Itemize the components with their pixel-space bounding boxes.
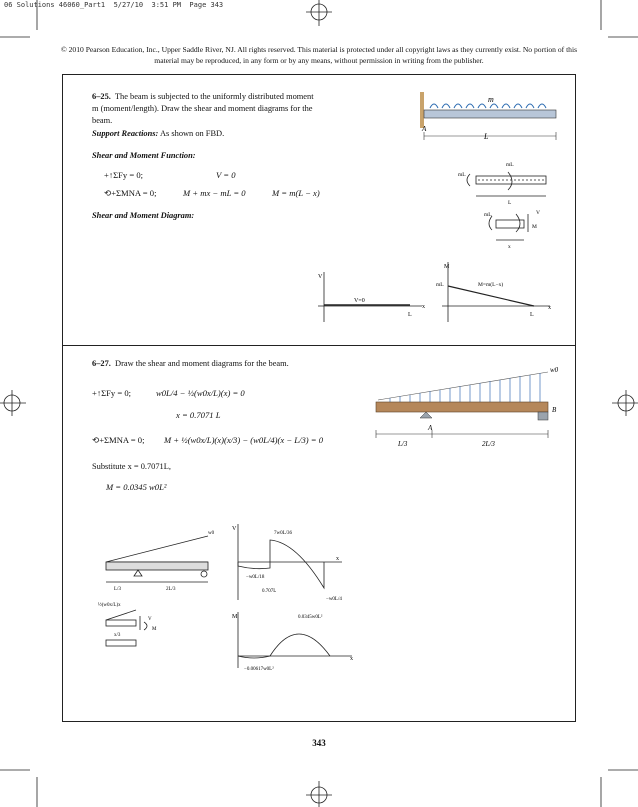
moment-label-eq: M=m(L−x) (478, 282, 504, 288)
support-label-b-627: B (552, 406, 557, 414)
moment-label-ml: mL (436, 282, 444, 288)
eq-625-1-right: V = 0 (216, 170, 236, 180)
problem-627-text: Draw the shear and moment diagrams for the beam. (115, 359, 289, 368)
page-number: 343 (312, 738, 326, 748)
substitute-line: Substitute x = 0.7071L, (92, 462, 171, 471)
fbd-sketch-625 (456, 152, 566, 252)
length-label-l: L (484, 132, 489, 141)
sketch-label-x3: x/3 (114, 633, 121, 638)
support-reactions-line (92, 128, 224, 140)
fbd-label-v: V (536, 210, 540, 216)
dim-label-l3: L/3 (398, 440, 408, 448)
shear-sketch-627 (226, 520, 356, 606)
function-heading: Shear and Moment Function: (92, 151, 196, 160)
problem-divider (62, 345, 576, 346)
shear-label-max: 7w0L/36 (274, 531, 293, 536)
moment-sketch-627 (226, 608, 366, 674)
sketch-label-v: V (148, 617, 152, 622)
problem-627-number: 6–27. (92, 359, 111, 368)
eq-625-2-mid: M + mx − mL = 0 (183, 188, 246, 198)
shear-label-zero: 0.707L (262, 589, 277, 594)
beam-figure-627 (370, 362, 570, 458)
eq-627-3-left: ⟲+ΣMNA = 0; (92, 435, 145, 445)
result-line: M = 0.0345 w0L² (106, 482, 167, 492)
copyright-notice: © 2010 Pearson Education, Inc., Upper Saddle River, NJ. All rights reserved. This material is protected under all copyright laws as they currently exist. No portion of this material may be reproduced, in any form or by any means, without permission in writing from the publisher. (60, 45, 578, 65)
support-reactions-label: Support Reactions: (92, 129, 159, 138)
moment-label-max: 0.0345w0L² (298, 615, 323, 620)
eq-625-1-left: +↑ΣFy = 0; (104, 170, 144, 180)
support-reactions-text: As shown on FBD. (159, 129, 225, 138)
fbd-label-ml-2: mL (506, 162, 514, 168)
fbd-label-x: x (508, 244, 511, 250)
fbd-label-m: M (532, 224, 537, 230)
problem-627-statement (92, 358, 289, 370)
shear-axis-x: x (422, 304, 425, 310)
moment-axis-x: x (548, 305, 551, 311)
eq-625-2-right: M = m(L − x) (272, 188, 320, 198)
print-header: 06 Solutions 46060_Part1 5/27/10 3:51 PM Page 343 (4, 1, 224, 9)
shear-axis-x-627: x (336, 556, 339, 562)
sketch-label-l3: L/3 (114, 587, 121, 592)
sketch-label-2l3: 2L/3 (166, 587, 176, 592)
shear-axis-v-627: V (232, 526, 237, 532)
eq-627-1-left: +↑ΣFy = 0; (92, 388, 132, 398)
eq-627-1-body: w0L/4 − ½(w0x/L)(x) = 0 (156, 388, 245, 398)
fbd-label-ml-3: mL (484, 212, 492, 218)
moment-label-l: L (530, 312, 534, 318)
shear-label-end: −w0L/4 (326, 597, 342, 602)
shear-label-l: L (408, 312, 412, 318)
shear-label-v0: V=0 (354, 298, 365, 304)
beam-figure-625 (420, 86, 560, 146)
fbd-label-ml: mL (458, 172, 466, 178)
load-label-m: m (488, 95, 494, 104)
eq-627-2: x = 0.7071 L (176, 410, 221, 420)
moment-axis-x-627: x (350, 656, 353, 662)
moment-axis-m-627: M (232, 614, 238, 620)
beam-fbd-sketch-627 (96, 522, 226, 672)
eq-627-3-body: M + ½(w0x/L)(x)(x/3) − (w0L/4)(x − L/3) = 0 (164, 435, 323, 445)
sketch-label-resultant: ½(w0x/L)x (98, 603, 121, 608)
problem-625-number: 6–25. (92, 92, 111, 101)
fbd-label-l: L (508, 200, 512, 206)
moment-sketch-625 (436, 258, 556, 328)
shear-label-min: −w0L/18 (246, 575, 265, 580)
support-label-a-627: A (428, 424, 433, 432)
problem-625-text: The beam is subjected to the uniformly distributed moment m (moment/length). Draw the shear and moment diagrams for the beam. (92, 92, 314, 125)
moment-axis-m: M (444, 264, 450, 270)
problem-625-statement (92, 91, 322, 127)
shear-sketch-625 (310, 268, 430, 328)
load-label-w0: w0 (550, 366, 559, 374)
shear-axis-v: V (318, 274, 323, 280)
sketch-label-m: M (152, 627, 157, 632)
sketch-label-w0: w0 (208, 531, 215, 536)
eq-625-2-left: ⟲+ΣMNA = 0; (104, 188, 157, 198)
support-label-a: A (422, 125, 427, 133)
moment-label-min: −0.00617w0L² (244, 667, 274, 672)
dim-label-2l3: 2L/3 (482, 440, 495, 448)
diagram-heading: Shear and Moment Diagram: (92, 211, 195, 220)
